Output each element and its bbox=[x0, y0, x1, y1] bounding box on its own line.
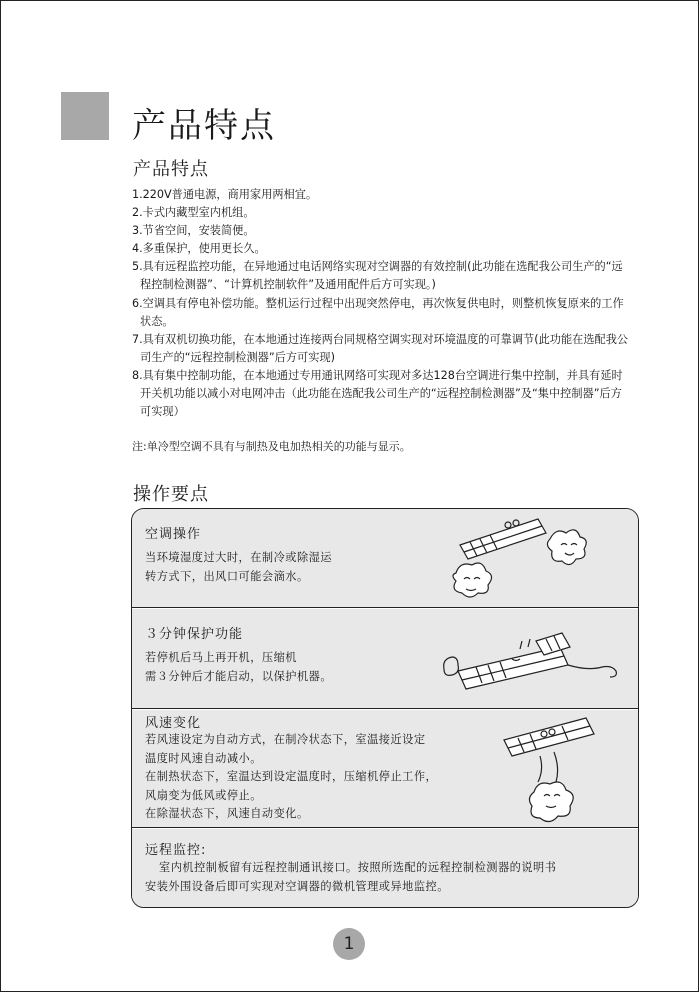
feature-item: 3.节省空间，安装简便。 bbox=[132, 224, 255, 238]
ops-line: 需３分钟后才能启动，以保护机器。 bbox=[145, 669, 333, 683]
note-text: 注:单冷型空调不具有与制热及电加热相关的功能与显示。 bbox=[132, 440, 411, 453]
features-list bbox=[132, 186, 632, 421]
features-heading: 产品特点 bbox=[133, 159, 209, 180]
ops-block-title: 风速变化 bbox=[145, 716, 202, 731]
ops-block-fan-speed bbox=[132, 710, 638, 827]
operations-heading: 操作要点 bbox=[133, 484, 209, 505]
ops-block-text bbox=[145, 549, 332, 586]
feature-item: 5.具有远程监控功能，在异地通过电话网络实现对空调器的有效控制(此功能在选配我公司生产的“远程控制检测器”、“计算机控制软件”及通用配件后方可实现。) bbox=[132, 260, 623, 292]
ac-waiting-illustration bbox=[436, 625, 636, 703]
section-divider bbox=[132, 827, 638, 828]
ops-line: 温度时风速自动减小。 bbox=[145, 751, 262, 765]
ops-block-text bbox=[145, 731, 437, 824]
ac-dripping-illustration bbox=[450, 511, 635, 605]
ops-block-title: 空调操作 bbox=[145, 527, 202, 542]
ops-line: 安装外围设备后即可实现对空调器的微机管理或异地监控。 bbox=[145, 879, 449, 893]
ops-block-ac-operation bbox=[132, 509, 638, 607]
feature-item: 7.具有双机切换功能，在本地通过连接两台同规格空调实现对环境温度的可靠调节(此功能在选配我公司生产的“远程控制检测器”后方可实现) bbox=[132, 332, 629, 364]
feature-item: 6.空调具有停电补偿功能。整机运行过程中出现突然停电，再次恢复供电时，则整机恢复原来的工作状态。 bbox=[132, 296, 624, 328]
ac-blowing-illustration bbox=[500, 712, 612, 824]
ops-block-3min-protection bbox=[132, 609, 638, 708]
ops-block-title: 远程监控: bbox=[145, 843, 207, 858]
ops-line: 在制热状态下，室温达到设定温度时，压缩机停止工作， bbox=[145, 770, 438, 783]
ops-line: 风扇变为低风或停止。 bbox=[145, 788, 262, 802]
feature-item: 4.多重保护，使用更长久。 bbox=[132, 242, 266, 256]
feature-item: 8.具有集中控制功能，在本地通过专用通讯网络可实现对多达128台空调进行集中控制，并具有延时开关机功能以减小对电网冲击（此功能在选配我公司生产的“远程控制检测器”及“集中控制器”后方可实现） bbox=[132, 368, 623, 419]
ops-line: 若风速设定为自动方式，在制冷状态下，室温接近设定 bbox=[145, 733, 426, 746]
ops-line: 室内机控制板留有远程控制通讯接口。按照所选配的远程控制检测器的说明书 bbox=[159, 861, 557, 874]
section-divider bbox=[132, 607, 638, 608]
ops-block-remote-monitoring bbox=[132, 829, 638, 907]
feature-item: 2.卡式内藏型室内机组。 bbox=[132, 206, 255, 220]
page-number: 1 bbox=[333, 928, 365, 960]
operations-box bbox=[131, 508, 639, 908]
ops-line: 在除湿状态下，风速自动变化。 bbox=[145, 807, 309, 820]
ops-line: 若停机后马上再开机，压缩机 bbox=[145, 651, 297, 664]
ops-line: 转方式下，出风口可能会滴水。 bbox=[145, 569, 309, 583]
section-divider bbox=[132, 708, 638, 709]
ops-line: 当环境湿度过大时，在制冷或除湿运 bbox=[145, 551, 333, 564]
feature-item: 1.220V普通电源，商用家用两相宜。 bbox=[132, 188, 318, 201]
ops-block-text bbox=[145, 859, 630, 896]
page-title: 产品特点 bbox=[132, 106, 276, 146]
ops-block-text bbox=[145, 649, 332, 686]
ops-block-title: ３分钟保护功能 bbox=[145, 627, 244, 642]
header-square bbox=[61, 92, 109, 140]
